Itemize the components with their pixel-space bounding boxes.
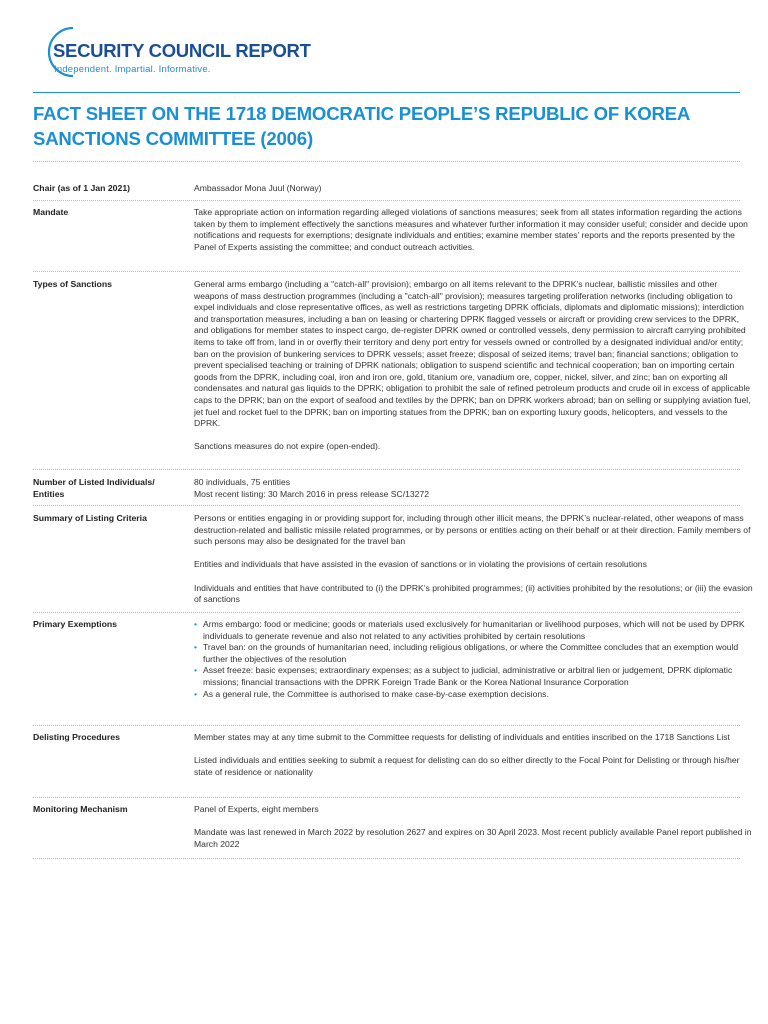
row-label: Types of Sanctions [33,279,113,289]
row-paragraph: Panel of Experts, eight members [194,804,319,814]
row-value [194,804,754,850]
row-paragraph: Persons or entities engaging in or providing support for, including through other illicit means, the DPRK’s nuclear-related, other weapons of mass destruction-related and ballistic missile related programmes, or by persons or entities acting on their behalf or at their direction. Family members of such persons may also be designated for the travel ban [194,513,751,547]
row-value [194,279,754,453]
list-item: • Arms embargo: food or medicine; goods or materials used exclusively for humanitarian or livelihood purposes, which will not be used by DPRK individuals to generate revenue and also not related to any activities prohibited by certain resolutions [194,619,754,642]
row-paragraph: Ambassador Mona Juul (Norway) [194,183,322,193]
divider [33,858,740,859]
header-rule [33,92,740,93]
row-value [194,513,754,606]
row-paragraph: Take appropriate action on information regarding alleged violations of sanctions measures; seek from all states information regarding the actions taken by them to implement effectively the sanctions measures and whatever further information it may consider useful; consider and decide upon notifications and requests for exemptions; designate individuals and entities; examine member states’ reports and the reports presented by the Panel of Experts assisting the committee; and conduct outreach activities. [194,207,748,252]
row-value [194,183,754,195]
row-label: Mandate [33,207,69,217]
row-label: Monitoring Mechanism [33,804,128,814]
row-paragraph: Mandate was last renewed in March 2022 by resolution 2627 and expires on 30 April 2023. Most recent publicly available Panel report published in March 2022 [194,827,752,849]
row-paragraph: Individuals and entities that have contributed to (i) the DPRK’s prohibited programmes; (ii) activities prohibited by the resolutions; or (iii) the evasion of sanctions [194,582,753,605]
logo-wordmark: SECURITY COUNCIL REPORT [53,40,311,61]
row-value [194,732,754,778]
divider [33,161,740,162]
exemptions-list [194,619,754,700]
row-paragraph: General arms embargo (including a "catch-all" provision); embargo on all items relevant to the DPRK’s nuclear, ballistic missiles and other weapons of mass destruction programmes (including a "catch-all" provision); measures targeting proliferation networks (including obligation to expel individuals and close representative offices, as well as restrictions targeting DPRK officials, diplomats and diplomatic missions); interdiction and transportation measures, including a ban on leasing or chartering DPRK flagged vessels or aircraft or providing crew services to the DPRK, and obligations for member states to inspect cargo, de-register DPRK owned or controlled vessels, deny permission to aircraft carrying prohibited items to take off from, land in or overfly their territory and deny port entry for vessels owned or controlled by a designated individual and/or entity; ban on the provision of bunkering services to DPRK vessels; asset freeze; disposal of seized items; travel ban; financial sanctions; obligation to prevent specialised teaching or training of DPRK nationals; obligation to suspend scientific and technical cooperation; ban on importing certain goods from the DPRK, including coal, iron and iron ore, gold, titanium ore, vanadium ore, copper, nickel, silver, and zinc; ban on exporting all condensates and natural gas liquids to the DPRK; obligation to prohibit the sale of refined petroleum products and crude oil in excess of applicable caps to the DPRK; ban on the export of seafood and textiles by the DPRK; ban on DPRK workers abroad; ban on selling or supplying aviation fuel, jet fuel and rocket fuel to the DPRK; ban on importing statues from the DPRK; ban on exporting luxury goods, helicopters, and vessels to the DPRK. [194,279,751,429]
page-title: FACT SHEET ON THE 1718 DEMOCRATIC PEOPLE’S REPUBLIC OF KOREA SANCTIONS COMMITTEE (2006) [33,103,690,149]
row-paragraph: 80 individuals, 75 entities Most recent listing: 30 March 2016 in press release SC/13272 [194,477,430,499]
logo-tagline: Independent. Impartial. Informative. [54,64,211,75]
divider [33,725,740,726]
list-item: • As a general rule, the Committee is authorised to make case-by-case exemption decisions. [194,689,754,701]
list-item: • Travel ban: on the grounds of humanitarian need, including religious obligations, or where the Committee concludes that an exemption would further the objectives of the resolution [194,642,754,665]
row-paragraph: Entities and individuals that have assisted in the evasion of sanctions or in violating the provisions of certain resolutions [194,559,647,570]
row-label: Delisting Procedures [33,732,120,742]
row-value [194,619,754,700]
row-label: Chair (as of 1 Jan 2021) [33,183,131,193]
divider [33,612,740,613]
row-value [194,207,754,253]
divider [33,505,740,506]
list-item: • Asset freeze: basic expenses; extraordinary expenses; as a subject to judicial, administrative or arbitral lien or judgement, DPRK diplomatic missions; financial transactions with the DPRK Foreign Trade Bank or the Korea National Insurance Corporation [194,665,754,688]
row-label: Number of Listed Individuals/ Entities [33,477,155,499]
row-label: Summary of Listing Criteria [33,513,147,523]
row-paragraph: Member states may at any time submit to the Committee requests for delisting of individuals and entities inscribed on the 1718 Sanctions List [194,732,730,742]
divider [33,200,740,201]
divider [33,271,740,272]
row-value [194,477,754,500]
row-label: Primary Exemptions [33,619,118,629]
divider [33,469,740,470]
divider [33,797,740,798]
row-paragraph: Sanctions measures do not expire (open-ended). [194,441,381,452]
scr-logo [33,26,311,76]
row-paragraph: Listed individuals and entities seeking to submit a request for delisting can do so either directly to the Focal Point for Delisting or through his/her state of residence or nationality [194,755,740,777]
